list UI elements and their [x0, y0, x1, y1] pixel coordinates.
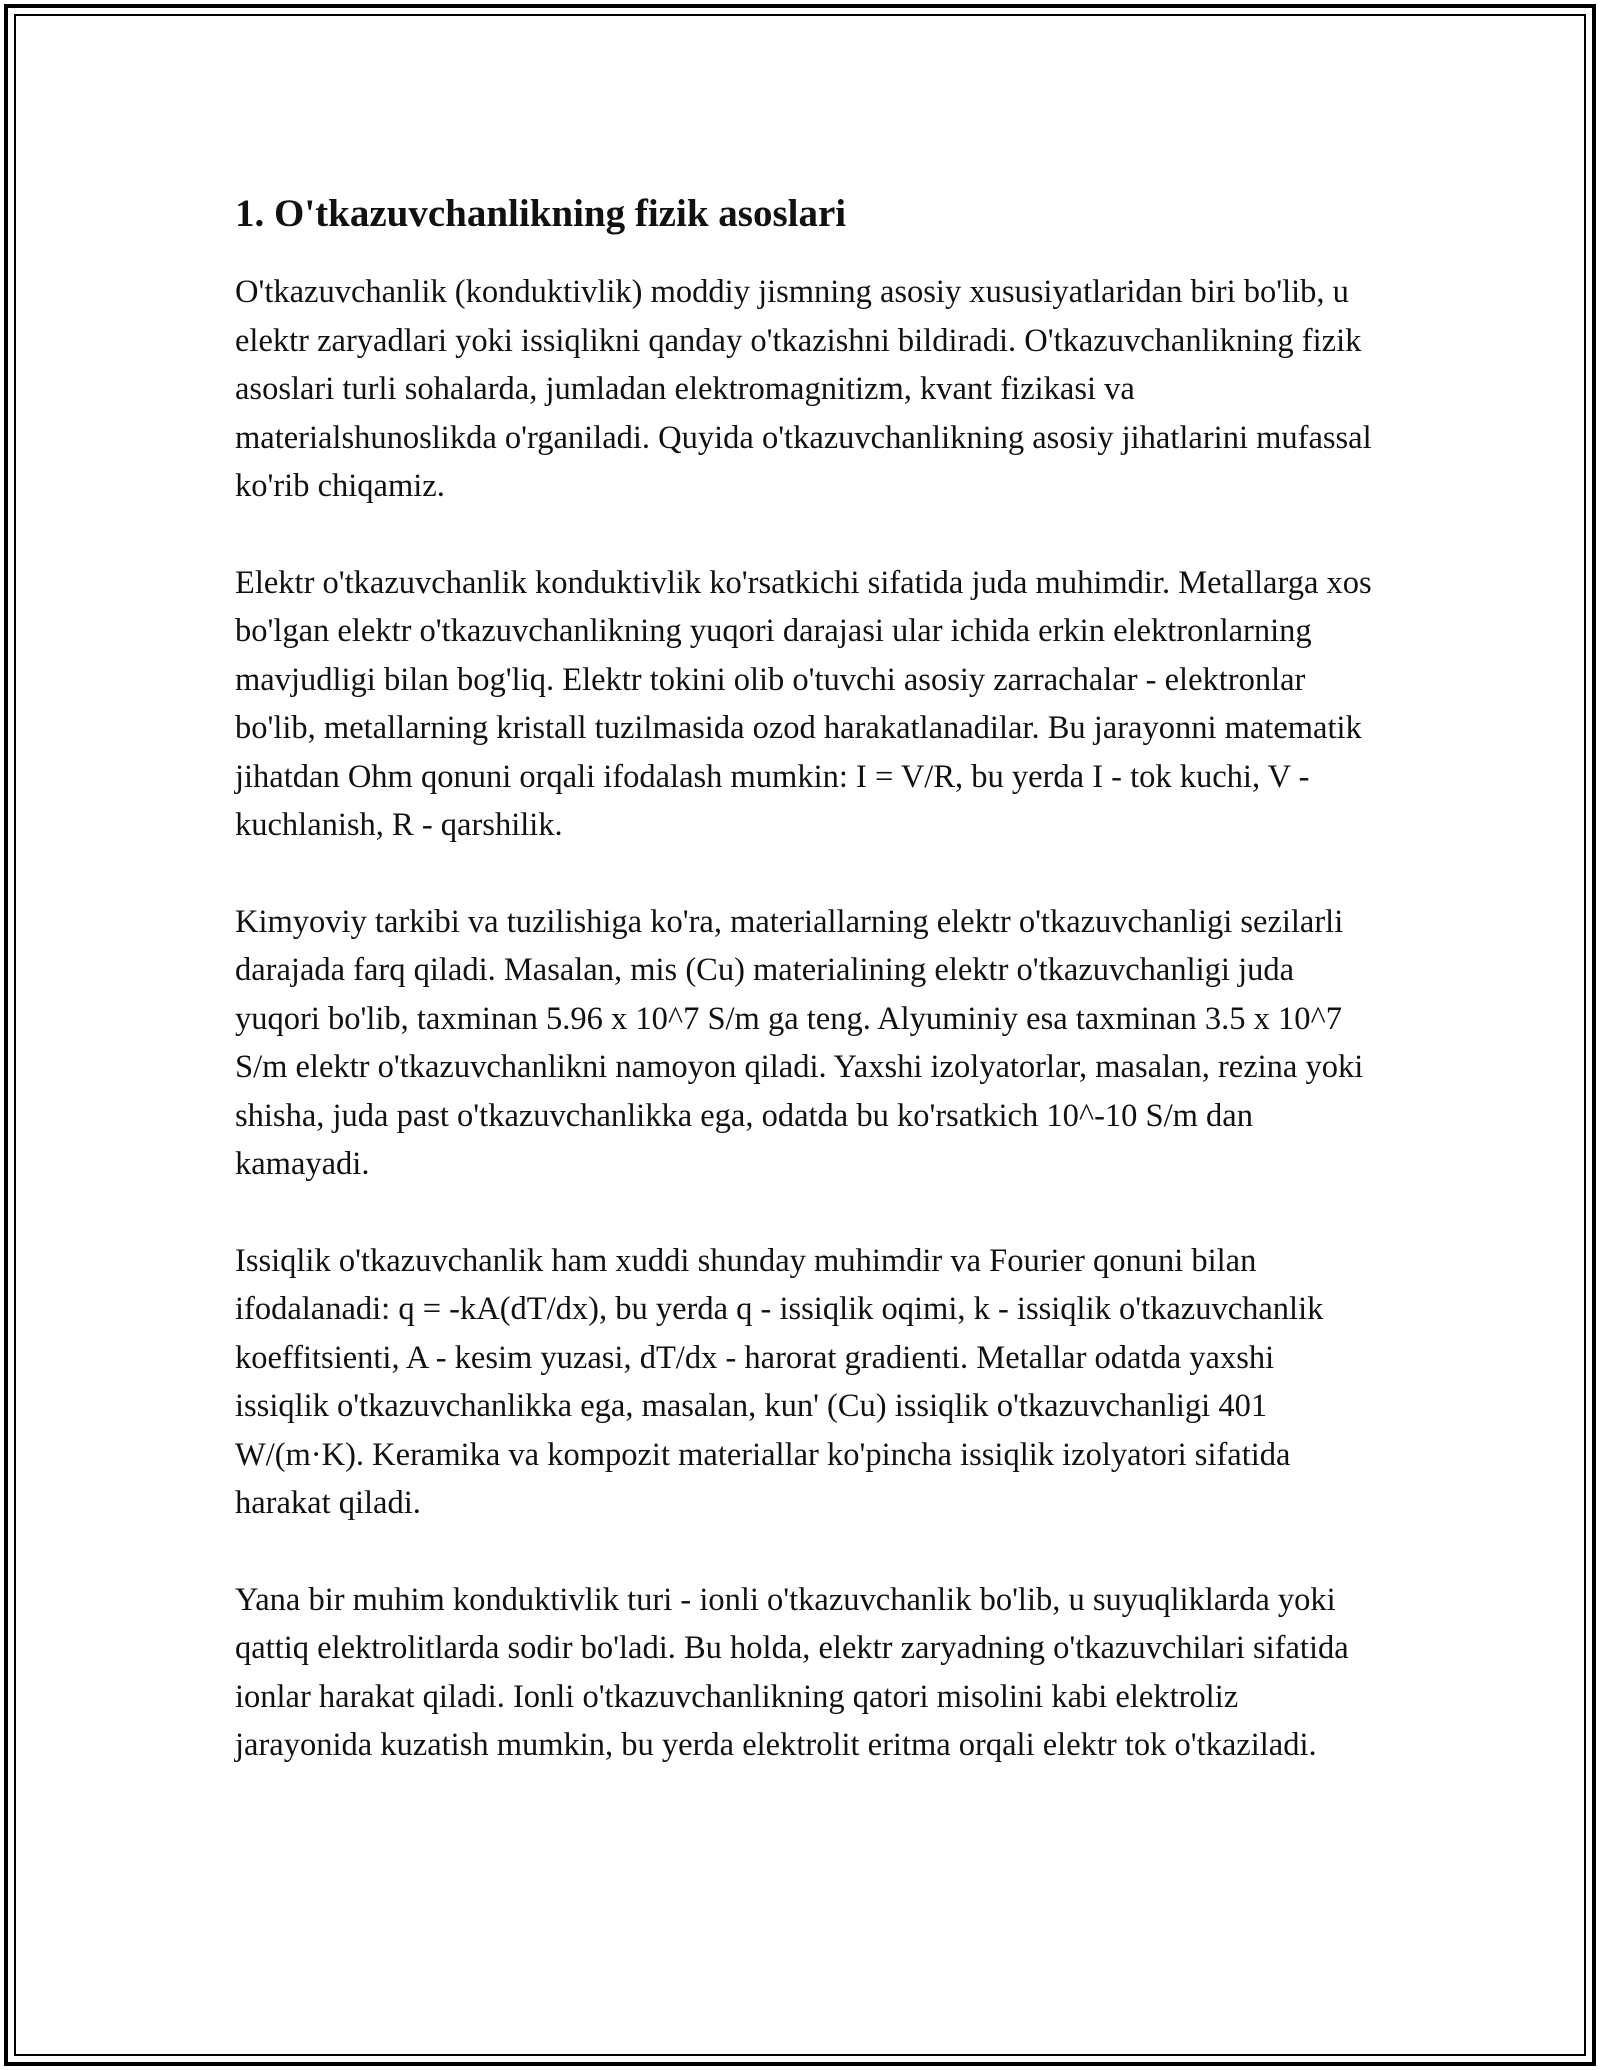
- paragraph-electric-conductivity: Elektr o'tkazuvchanlik konduktivlik ko'rsatkichi sifatida juda muhimdir. Metallarga xos bo'lgan elektr o'tkazuvchanlikning yuqori darajasi ular ichida erkin elektronlarning mavjudligi bilan bog'liq. Elektr tokini olib o'tuvchi asosiy zarrachalar - elektronlar bo'lib, metallarning kristall tuzilmasida ozod harakatlanadilar. Bu jarayonni matematik jihatdan Ohm qonuni orqali ifodalash mumkin: I = V/R, bu yerda I - tok kuchi, V - kuchlanish, R - qarshilik.: [235, 564, 1372, 843]
- section-heading: 1. O'tkazuvchanlikning fizik asoslari: [235, 192, 847, 235]
- paragraph-material-conductivity: Kimyoviy tarkibi va tuzilishiga ko'ra, materiallarning elektr o'tkazuvchanligi sezilarli darajada farq qiladi. Masalan, mis (Cu) materialining elektr o'tkazuvchanligi juda yuqori bo'lib, taxminan 5.96 x 10^7 S/m ga teng. Alyuminiy esa taxminan 3.5 x 10^7 S/m elektr o'tkazuvchanlikni namoyon qiladi. Yaxshi izolyatorlar, masalan, rezina yoki shisha, juda past o'tkazuvchanlikka ega, odatda bu ko'rsatkich 10^-10 S/m dan kamayadi.: [235, 903, 1364, 1182]
- paragraph-thermal-conductivity: Issiqlik o'tkazuvchanlik ham xuddi shunday muhimdir va Fourier qonuni bilan ifodalanadi: q = -kA(dT/dx), bu yerda q - issiqlik oqimi, k - issiqlik o'tkazuvchanlik koeffitsienti, A - kesim yuzasi, dT/dx - harorat gradienti. Metallar odatda yaxshi issiqlik o'tkazuvchanlikka ega, masalan, kun' (Cu) issiqlik o'tkazuvchanligi 401 W/(m·K). Keramika va kompozit materiallar ko'pincha issiqlik izolyatori sifatida harakat qiladi.: [235, 1242, 1324, 1521]
- document-body: [235, 190, 1375, 1818]
- paragraph-intro: O'tkazuvchanlik (konduktivlik) moddiy jismning asosiy xususiyatlaridan biri bo'lib, u elektr zaryadlari yoki issiqlikni qanday o'tkazishni bildiradi. O'tkazuvchanlikning fizik asoslari turli sohalarda, jumladan elektromagnitizm, kvant fizikasi va materialshunoslikda o'rganiladi. Quyida o'tkazuvchanlikning asosiy jihatlarini mufassal ko'rib chiqamiz.: [235, 274, 1372, 504]
- paragraph-ionic-conductivity: Yana bir muhim konduktivlik turi - ionli o'tkazuvchanlik bo'lib, u suyuqliklarda yoki qattiq elektrolitlarda sodir bo'ladi. Bu holda, elektr zaryadning o'tkazuvchilari sifatida ionlar harakat qiladi. Ionli o'tkazuvchanlikning qatori misolini kabi elektroliz jarayonida kuzatish mumkin, bu yerda elektrolit eritma orqali elektr tok o'tkaziladi.: [235, 1581, 1349, 1763]
